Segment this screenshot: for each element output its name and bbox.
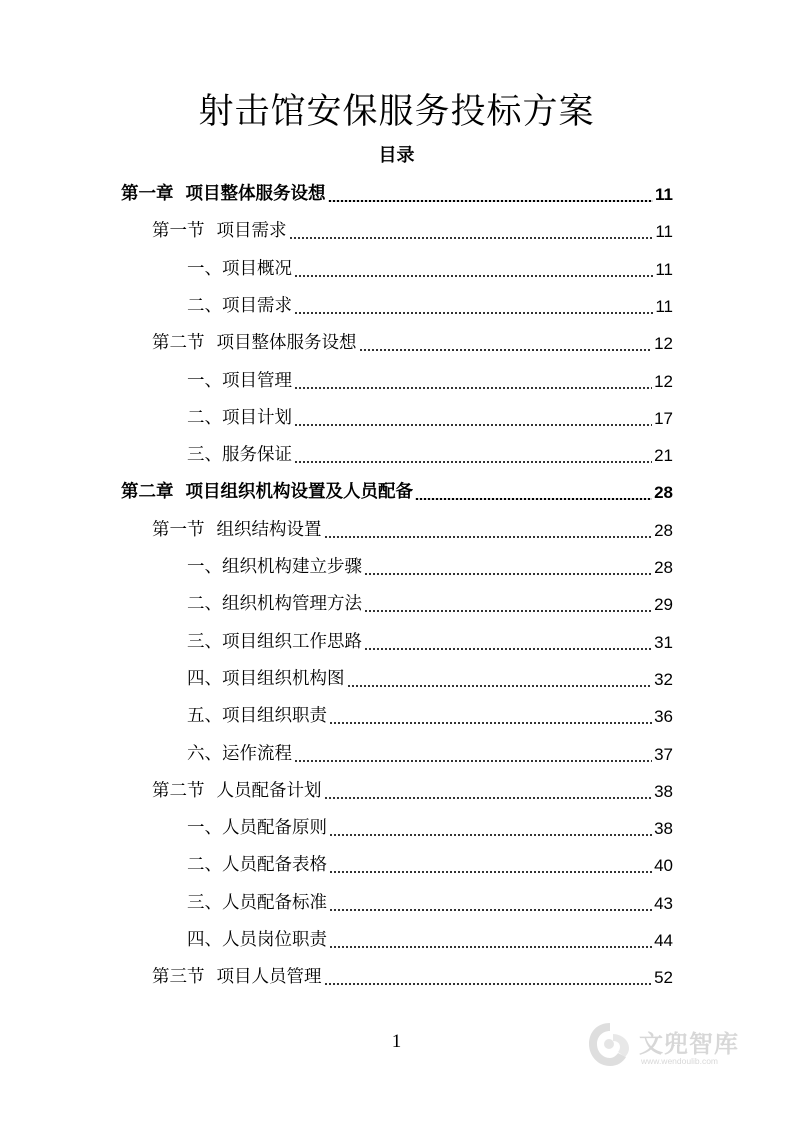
toc-entry-label [152, 512, 322, 549]
toc-entry-number: 一、 [187, 370, 222, 391]
watermark-url: www.wendoulib.com [641, 1056, 719, 1066]
toc-entry-label [152, 773, 322, 810]
toc-entry[interactable] [152, 213, 673, 250]
toc-dot-leader [324, 983, 653, 985]
toc-entry-number: 第二节 [152, 780, 205, 801]
toc-entry[interactable] [187, 922, 673, 959]
toc-entry[interactable] [152, 959, 673, 996]
toc-entry-page: 28 [654, 483, 673, 503]
toc-dot-leader [294, 275, 653, 277]
toc-entry-title: 项目需求 [216, 221, 287, 242]
toc-entry-page: 52 [654, 968, 673, 988]
toc-entry[interactable] [187, 698, 673, 735]
toc-entry-page: 12 [654, 371, 673, 391]
toc-entry-title: 项目组织职责 [222, 706, 327, 727]
toc-entry-page: 11 [655, 259, 673, 279]
toc-entry-number: 二、 [187, 855, 222, 876]
toc-entry-label [187, 400, 292, 437]
toc-entry-title: 服务保证 [222, 445, 292, 466]
toc-dot-leader [359, 349, 653, 351]
toc-entry-label [121, 176, 326, 213]
toc-entry-page: 28 [654, 520, 673, 540]
toc-entry-label [187, 437, 292, 474]
toc-entry[interactable] [187, 885, 673, 922]
toc-entry-page: 11 [655, 222, 673, 242]
toc-entry-page: 11 [655, 185, 673, 204]
toc-entry[interactable] [152, 773, 673, 810]
toc-entry-page: 38 [654, 781, 673, 801]
toc-entry-title: 项目管理 [222, 370, 292, 391]
toc-dot-leader [324, 797, 653, 799]
toc-dot-leader [415, 498, 652, 500]
toc-entry[interactable] [152, 512, 673, 549]
toc-dot-leader [294, 312, 653, 314]
toc-entry-label [187, 251, 292, 288]
toc-entry-title: 项目组织机构图 [222, 668, 345, 689]
toc-entry-title: 人员配备原则 [222, 818, 327, 839]
toc-entry-page: 43 [654, 893, 673, 913]
toc-dot-leader [364, 573, 652, 575]
toc-entry-page: 32 [654, 669, 673, 689]
toc-entry-title: 人员配备计划 [216, 780, 322, 801]
toc-entry-title: 人员岗位职责 [222, 930, 327, 950]
toc-entry-page: 29 [654, 595, 673, 615]
toc-entry[interactable] [187, 586, 673, 623]
toc-entry-page: 21 [654, 446, 673, 466]
toc-entry-label [187, 847, 327, 884]
toc-entry-label [152, 213, 287, 250]
toc-entry-number: 四、 [187, 668, 222, 689]
toc-entry-title: 项目组织机构设置及人员配备 [185, 482, 413, 503]
toc-entry-page: 36 [654, 707, 673, 727]
toc-entry[interactable] [187, 847, 673, 884]
toc-dot-leader [329, 871, 652, 873]
toc-entry-number: 四、 [187, 930, 222, 950]
toc-dot-leader [329, 909, 652, 911]
toc-dot-leader [289, 237, 654, 239]
toc-entry-number: 二、 [187, 295, 222, 316]
toc-entry[interactable] [187, 624, 673, 661]
toc-entry[interactable] [152, 325, 673, 362]
toc-dot-leader [364, 610, 652, 612]
toc-entry-label [187, 586, 362, 623]
toc-entry-label [187, 661, 345, 698]
toc-entry[interactable] [187, 437, 673, 474]
toc-entry-page: 37 [654, 744, 673, 764]
toc-entry-title: 项目整体服务设想 [185, 184, 326, 204]
toc-entry-number: 第一节 [152, 519, 205, 540]
watermark [585, 1018, 785, 1076]
toc-entry-title: 人员配备表格 [222, 855, 327, 876]
toc-entry-page: 38 [654, 819, 673, 839]
toc-entry[interactable] [187, 400, 673, 437]
toc-entry-number: 一、 [187, 557, 222, 577]
toc-entry-number: 第一章 [121, 184, 174, 204]
toc-entry-number: 六、 [187, 743, 222, 764]
toc-dot-leader [347, 685, 653, 687]
toc-entry-page: 40 [654, 856, 673, 876]
toc-dot-leader [329, 722, 652, 724]
toc-entry-label [187, 736, 292, 773]
toc-entry-number: 三、 [187, 445, 222, 466]
toc-entry[interactable] [121, 474, 673, 511]
document-title: 射击馆安保服务投标方案 [198, 92, 595, 132]
toc-dot-leader [294, 387, 652, 389]
toc-entry-label [187, 288, 292, 325]
toc-entry-title: 运作流程 [222, 743, 292, 764]
toc-dot-leader [329, 946, 652, 948]
toc-entry-page: 11 [655, 296, 673, 316]
toc-entry-title: 项目组织工作思路 [222, 631, 362, 652]
toc-entry-label [187, 624, 362, 661]
toc-entry-number: 第三节 [152, 967, 205, 988]
toc-entry-label [187, 549, 362, 586]
toc-entry-page: 28 [654, 558, 673, 577]
toc-entry-label [152, 959, 322, 996]
toc-entry-number: 五、 [187, 706, 222, 727]
toc-entry-number: 第二节 [152, 333, 205, 354]
toc-entry-number: 一、 [187, 258, 222, 279]
toc-dot-leader [294, 760, 652, 762]
toc-entry-page: 31 [654, 632, 673, 652]
toc-entry[interactable] [187, 251, 673, 288]
toc-entry-number: 三、 [187, 631, 222, 652]
toc-entry-page: 44 [654, 931, 673, 950]
toc-entry[interactable] [187, 736, 673, 773]
toc-entry-title: 人员配备标准 [222, 892, 327, 913]
toc-entry-title: 项目概况 [222, 258, 292, 279]
toc-dot-leader [294, 461, 652, 463]
toc-entry[interactable] [187, 661, 673, 698]
toc-dot-leader [324, 536, 653, 538]
toc-entry-title: 项目人员管理 [216, 967, 322, 988]
toc-entry-number: 第一节 [152, 221, 205, 242]
toc-entry-label [187, 922, 327, 959]
toc-entry-number: 二、 [187, 407, 222, 428]
toc-entry-title: 项目需求 [222, 295, 292, 316]
toc-dot-leader [329, 834, 652, 836]
toc-dot-leader [328, 200, 654, 202]
toc-entry[interactable] [187, 288, 673, 325]
toc-entry-label [187, 810, 327, 847]
toc-entry-title: 组织结构设置 [216, 519, 322, 540]
toc-entry-label [121, 474, 413, 511]
toc-entry-label [187, 363, 292, 400]
page-number: 1 [391, 1031, 402, 1052]
toc-entry-number: 三、 [187, 892, 222, 913]
toc-entry[interactable] [121, 176, 673, 213]
toc-entry-page: 12 [654, 334, 673, 354]
toc-entry-number: 第二章 [121, 482, 174, 503]
toc-entry-title: 组织机构建立步骤 [222, 557, 362, 577]
toc-entry-title: 项目计划 [222, 407, 292, 428]
watermark-brand: 文兜智库 [639, 1030, 739, 1058]
toc-heading: 目录 [378, 145, 415, 166]
toc-entry[interactable] [187, 810, 673, 847]
toc-entry[interactable] [187, 363, 673, 400]
toc-dot-leader [364, 648, 652, 650]
toc-entry-label [187, 698, 327, 735]
toc-entry-number: 二、 [187, 594, 222, 615]
toc-entry-number: 一、 [187, 818, 222, 839]
toc-entry-page: 17 [654, 408, 673, 428]
toc-entry-label [152, 325, 357, 362]
toc-entry-label [187, 885, 327, 922]
wendou-logo-icon [585, 1020, 635, 1070]
toc-dot-leader [294, 424, 652, 426]
toc-entry[interactable] [187, 549, 673, 586]
toc-entry-title: 项目整体服务设想 [216, 333, 357, 354]
toc-entry-title: 组织机构管理方法 [222, 594, 362, 615]
